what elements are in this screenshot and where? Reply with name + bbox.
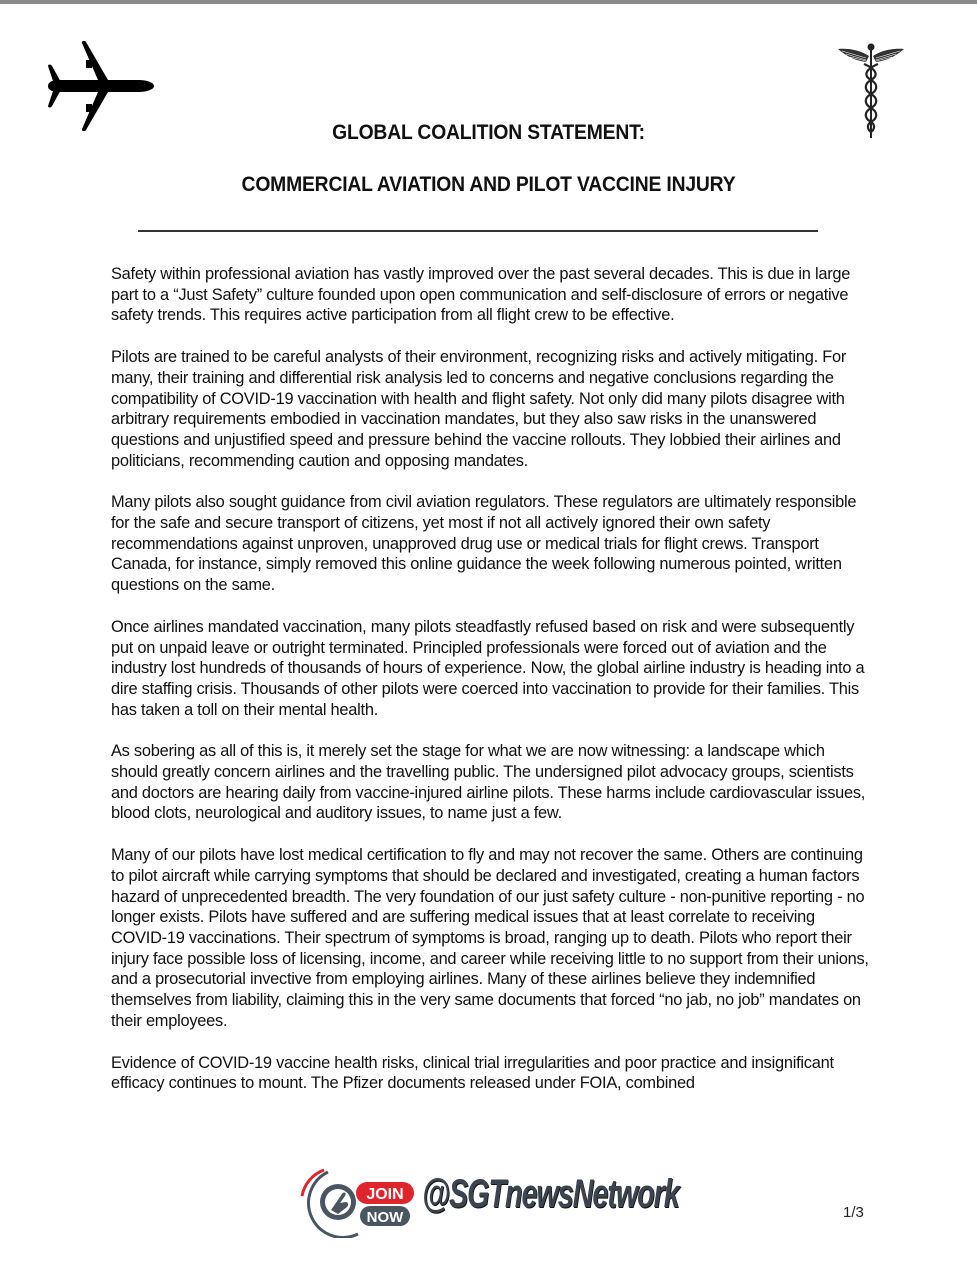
now-label: NOW: [366, 1209, 404, 1226]
paragraph: Safety within professional aviation has vastly improved over the past several decades. This is due in large part to a “Just Safety” culture founded upon open communication and self-disclosure of errors or negative safety trends. This requires active participation from all flight crew to be effective.: [111, 265, 851, 325]
join-label: JOIN: [366, 1186, 404, 1203]
paragraph: Many of our pilots have lost medical certification to fly and may not recover the same. Others are continuing to pilot aircraft while carrying symptoms that should be declared and investigated, creating a human factors hazard of unprecedented breadth. The very foundation of our just safety culture - non-punitive reporting - no longer exists. Pilots have suffered and are suffering medical issues that at least correlate to receiving COVID-19 vaccinations. Their spectrum of symptoms is broad, ranging up to death. Pilots who report their injury face possible loss of licensing, income, and career while receiving little to no support from their unions, and a prosecutorial invective from employing airlines. Many of these airlines believe they indemnified themselves from liability, claiming this in the very same documents that forced “no jab, no job” mandates on their employees.: [111, 846, 869, 1030]
paragraph: Pilots are trained to be careful analysts of their environment, recognizing risks and actively mitigating. For many, their training and differential risk analysis led to concerns and negative conclusions regarding the compatibility of COVID-19 vaccination with health and flight safety. Not only did many pilots disagree with arbitrary requirements embodied in vaccination mandates, but they also saw risks in the unanswered questions and unjustified speed and pressure behind the vaccine rollouts. They lobbied their airlines and politicians, recommending caution and opposing mandates.: [111, 348, 847, 470]
document-title-line-2: COMMERCIAL AVIATION AND PILOT VACCINE INJURY: [241, 173, 736, 196]
document-body: [111, 264, 873, 1115]
page-number: 1/3: [843, 1204, 864, 1221]
channel-handle[interactable]: @SGTnewsNetwork: [422, 1172, 679, 1216]
document-title-line-1: GLOBAL COALITION STATEMENT:: [332, 121, 645, 144]
paragraph: Many pilots also sought guidance from civil aviation regulators. These regulators are ultimately responsible for the safe and secure transport of citizens, yet most if not all actively ignored their own safety recommendations against unproven, unapproved drug use or medical trials for flight crews. Transport Canada, for instance, simply removed this online guidance the week following numerous pointed, written questions on the same.: [111, 493, 857, 595]
join-now-badge: [298, 1166, 418, 1238]
paragraph: Evidence of COVID-19 vaccine health risks, clinical trial irregularities and poor practice and insignificant efficacy continues to mount. The Pfizer documents released under FOIA, combined: [111, 1053, 834, 1093]
paragraph: As sobering as all of this is, it merely set the stage for what we are now witnessing: a landscape which should greatly concern airlines and the travelling public. The undersigned pilot advocacy groups, scientists and doctors are hearing daily from vaccine-injured airline pilots. These harms include cardiovascular issues, blood clots, neurological and auditory issues, to name just a few.: [111, 742, 866, 823]
join-channel-banner[interactable]: [298, 1166, 678, 1238]
top-border: [0, 0, 977, 4]
title-divider: [138, 230, 818, 232]
paragraph: Once airlines mandated vaccination, many pilots steadfastly refused based on risk and were subsequently put on unpaid leave or outright terminated. Principled professionals were forced out of aviation and the industry lost hundreds of thousands of hours of experience. Now, the global airline industry is heading into a dire staffing crisis. Thousands of other pilots were coerced into vaccination to provide for their families. This has taken a toll on their mental health.: [111, 617, 865, 719]
airplane-icon: [42, 40, 154, 132]
